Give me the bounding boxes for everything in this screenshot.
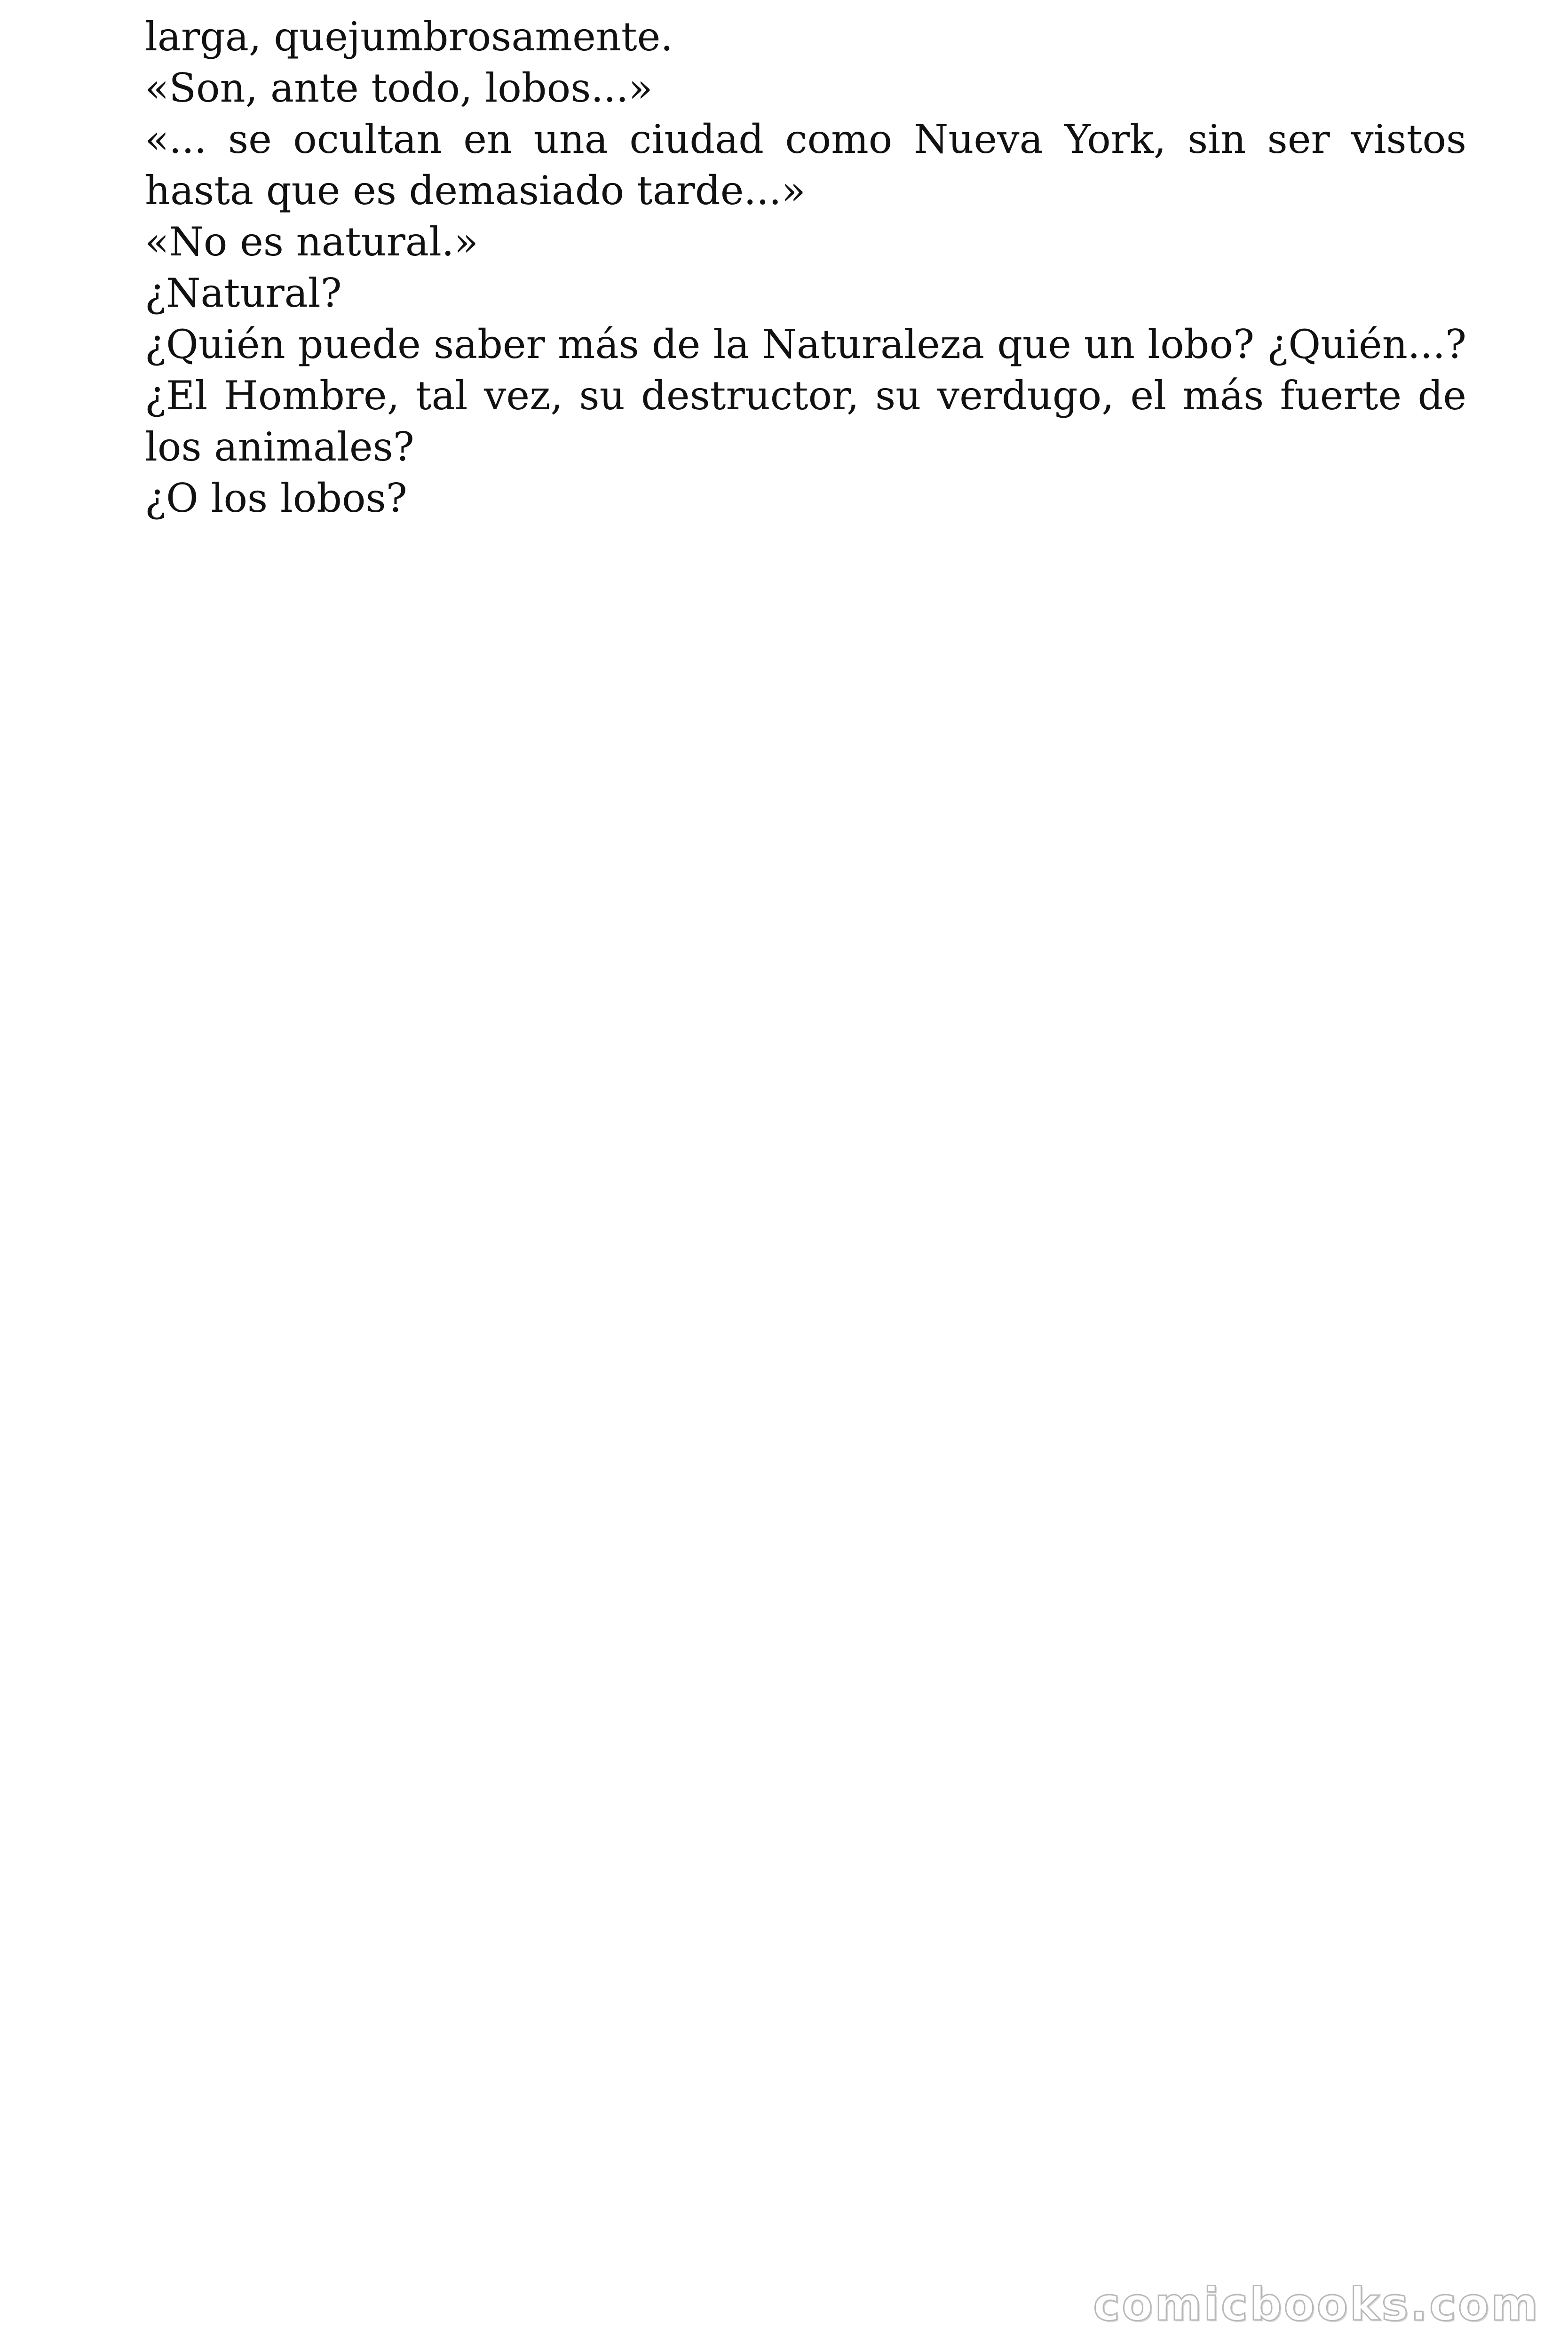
paragraph: «... se ocultan en una ciudad como Nueva York, sin ser vistos hasta que es demasiado tarde...» <box>145 116 1466 214</box>
paragraph: ¿Natural? <box>145 270 342 316</box>
paragraph: «Son, ante todo, lobos...» <box>145 65 653 111</box>
paragraph: larga, quejumbrosamente. <box>145 14 673 60</box>
body-text <box>145 11 1466 524</box>
paragraph: «No es natural.» <box>145 219 478 265</box>
watermark-logo: comicbooks.com <box>1093 2278 1540 2331</box>
paragraph: ¿Quién puede saber más de la Naturaleza que un lobo? ¿Quién...? ¿El Hombre, tal vez, su destructor, su verdugo, el más fuerte de los animales? <box>145 321 1466 470</box>
paragraph: ¿O los lobos? <box>145 475 407 521</box>
